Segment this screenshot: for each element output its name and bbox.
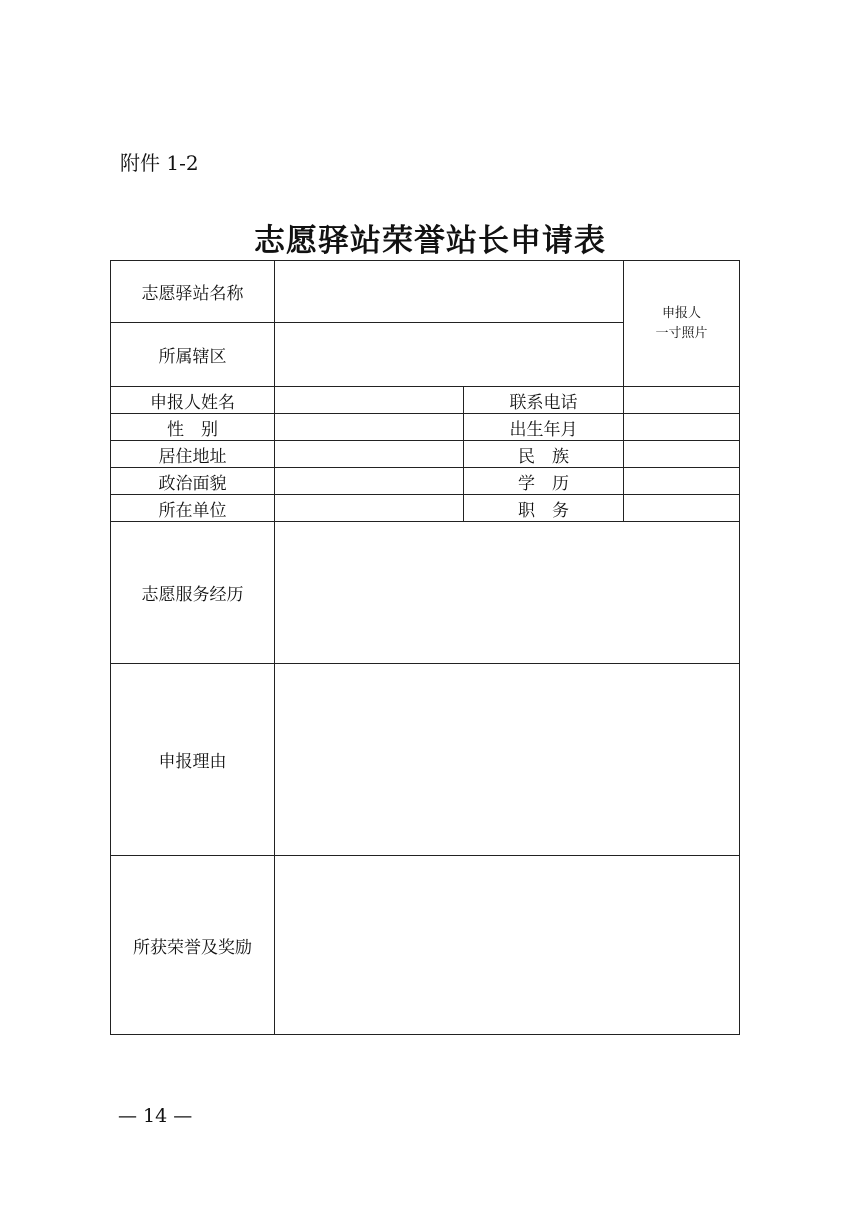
attachment-label: 附件 1-2 [120, 151, 199, 175]
honors-label: 所获荣誉及奖励 [133, 937, 252, 958]
table-border-bottom [110, 1034, 740, 1035]
form-title: 志愿驿站荣誉站长申请表 [254, 223, 606, 259]
applicant-name-label: 申报人姓名 [150, 392, 235, 413]
table-border-right [739, 260, 740, 1035]
station-name-field[interactable] [275, 261, 623, 322]
birth-field[interactable] [624, 414, 739, 440]
photo-box[interactable] [624, 261, 739, 386]
applicant-name-field[interactable] [275, 387, 463, 413]
page-number: — 14 — [118, 1105, 193, 1127]
employer-field[interactable] [275, 495, 463, 521]
address-label: 居住地址 [158, 446, 227, 467]
phone-label: 联系电话 [509, 392, 578, 413]
address-field[interactable] [275, 441, 463, 467]
phone-field[interactable] [624, 387, 739, 413]
reason-field[interactable] [275, 664, 739, 855]
position-field[interactable] [624, 495, 739, 521]
gender-field[interactable] [275, 414, 463, 440]
photo-label-line1: 申报人 [661, 305, 701, 321]
education-label: 学 历 [518, 473, 569, 494]
gender-label: 性 别 [167, 419, 218, 440]
political-label: 政治面貌 [158, 473, 227, 494]
volunteer-experience-label: 志愿服务经历 [141, 585, 244, 605]
birth-label: 出生年月 [509, 419, 578, 440]
station-name-label: 志愿驿站名称 [141, 284, 244, 304]
volunteer-experience-field[interactable] [275, 522, 739, 663]
position-label: 职 务 [518, 500, 569, 521]
education-field[interactable] [624, 468, 739, 494]
reason-label: 申报理由 [158, 752, 227, 772]
district-label: 所属辖区 [158, 347, 227, 367]
employer-label: 所在单位 [158, 500, 227, 521]
photo-label-line2: 一寸照片 [655, 325, 708, 341]
district-field[interactable] [275, 323, 623, 386]
ethnicity-field[interactable] [624, 441, 739, 467]
political-field[interactable] [275, 468, 463, 494]
honors-field[interactable] [275, 856, 739, 1034]
ethnicity-label: 民 族 [518, 446, 569, 467]
